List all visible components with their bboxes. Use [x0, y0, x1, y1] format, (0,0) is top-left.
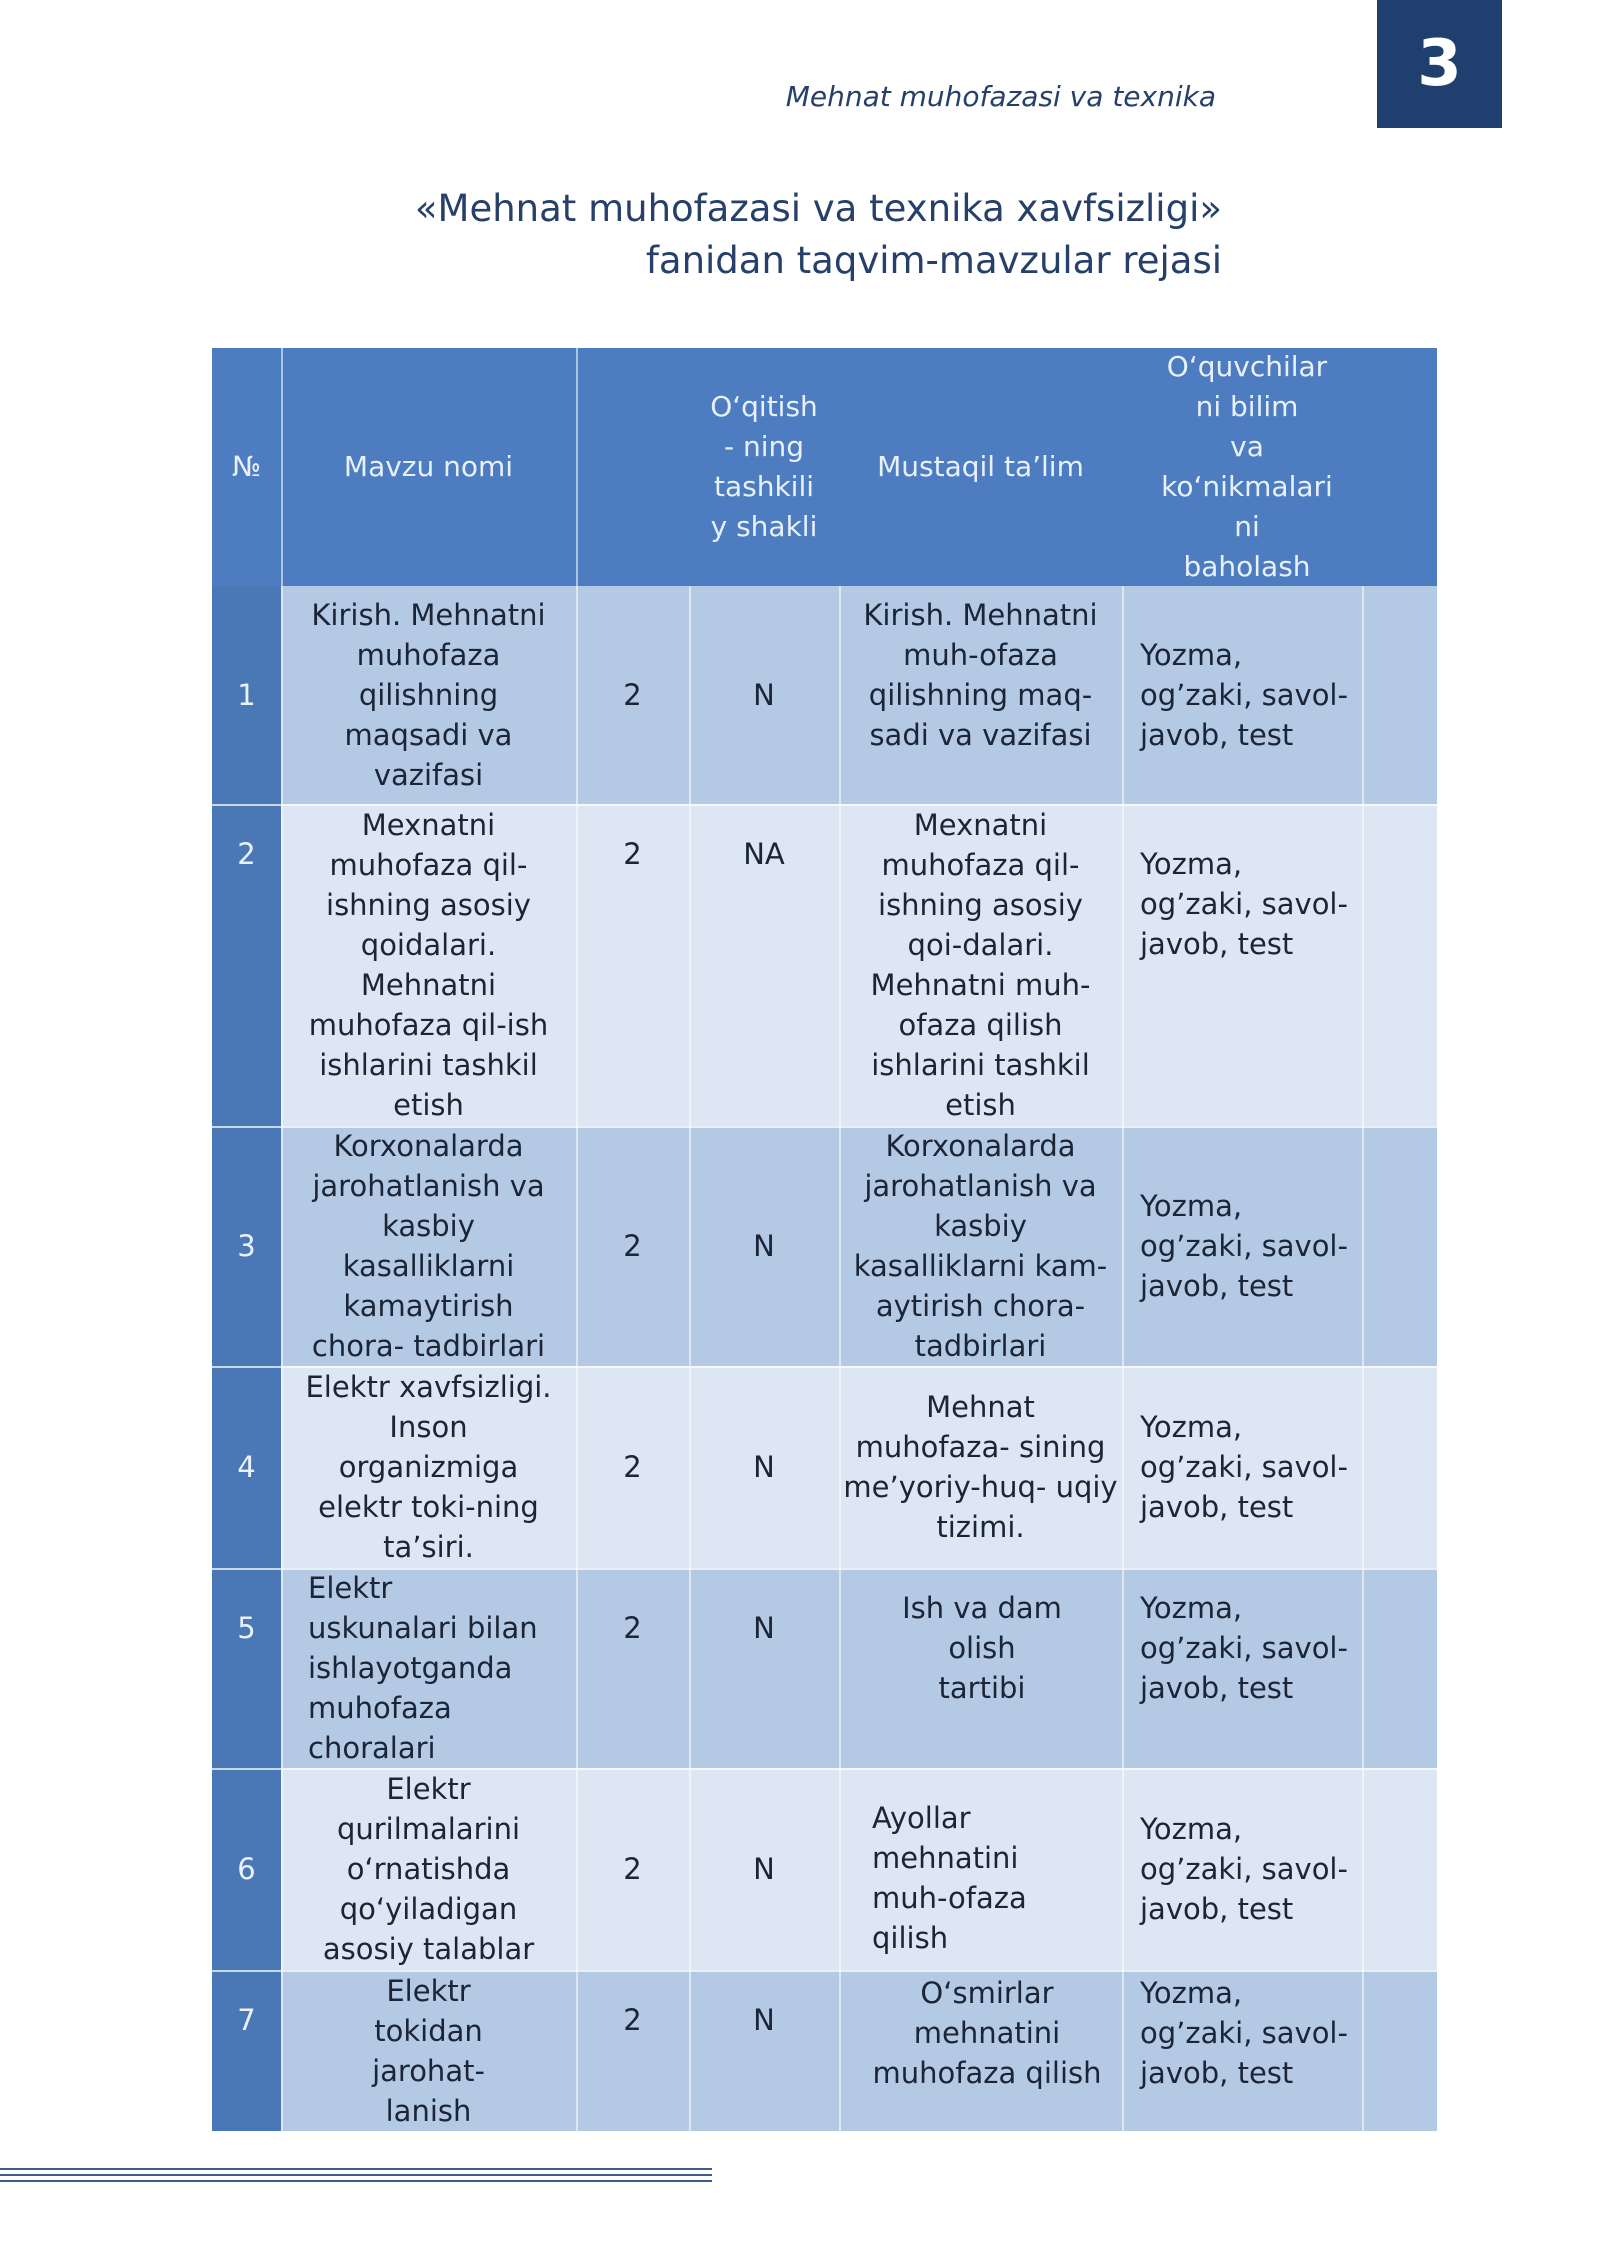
assessment-cell: Yozma, og’zaki, savol- javob, test — [1140, 1189, 1348, 1303]
column-divider — [1122, 586, 1124, 2131]
row-number: 3 — [237, 1229, 256, 1263]
form-cell: N — [753, 1852, 775, 1886]
topic-cell: Elektr qurilmalarini o‘rnatishda qo‘yiladigan asosiy talablar — [322, 1772, 535, 1966]
title-line-1: «Mehnat muhofazasi va texnika xavfsizligi» — [414, 187, 1222, 230]
assessment-cell: Yozma, og’zaki, savol- javob, test — [1140, 1410, 1348, 1524]
header-topic: Mavzu nomi — [343, 450, 514, 483]
self-study-cell: Mehnat muhofaza- sining me’yoriy-huq- uqiy tizimi. — [843, 1390, 1118, 1544]
page-number-badge: 3 — [1377, 0, 1502, 128]
row-number: 4 — [237, 1450, 256, 1484]
topic-cell: Elektr uskunalari bilan ishlayotganda muhofaza choralari — [308, 1571, 538, 1765]
topic-cell: Elektr xavfsizligi. Inson organizmiga elektr toki-ning ta’siri. — [305, 1370, 552, 1564]
hours-cell: 2 — [623, 837, 642, 871]
topic-cell: Mexnatni muhofaza qil- ishning asosiy qoidalari. Mehnatni muhofaza qil-ish ishlarini tashkil etish — [308, 808, 549, 1122]
topic-cell: Elektr tokidan jarohat- lanish — [372, 1973, 485, 2128]
assessment-cell: Yozma, og’zaki, savol- javob, test — [1140, 638, 1348, 752]
document-title — [300, 183, 1222, 287]
row-number: 6 — [237, 1852, 256, 1886]
row-number: 7 — [237, 2003, 256, 2037]
self-study-cell: O‘smirlar mehnatini muhofaza qilish — [872, 1975, 1102, 2090]
header-form: O‘qitish - ning tashkili y shakli — [710, 390, 818, 543]
table-header — [212, 348, 1437, 586]
header-number: № — [231, 450, 262, 483]
assessment-cell: Yozma, og’zaki, savol- javob, test — [1140, 847, 1348, 961]
hours-cell: 2 — [623, 1229, 642, 1263]
assessment-cell: Yozma, og’zaki, savol- javob, test — [1140, 1591, 1348, 1705]
assessment-cell: Yozma, og’zaki, savol- javob, test — [1140, 1975, 1348, 2090]
row-number: 5 — [237, 1611, 256, 1645]
self-study-cell: Ish va dam olish tartibi — [902, 1591, 1062, 1705]
header-self-study: Mustaqil ta’lim — [877, 450, 1084, 483]
form-cell: N — [753, 1450, 775, 1484]
hours-cell: 2 — [623, 678, 642, 712]
form-cell: N — [753, 678, 775, 712]
title-line-2: fanidan taqvim-mavzular rejasi — [645, 239, 1222, 282]
footer-rule — [0, 2168, 712, 2192]
hours-cell: 2 — [623, 1450, 642, 1484]
self-study-cell: Mexnatni muhofaza qil- ishning asosiy qoi-dalari. Mehnatni muh- ofaza qilish ishlarini tashkil etish — [870, 808, 1091, 1122]
row-number: 2 — [237, 837, 256, 871]
header-assessment: O‘quvchilar ni bilim va ko‘nikmalari ni baholash — [1161, 350, 1333, 583]
schedule-table — [212, 348, 1437, 2131]
self-study-cell: Korxonalarda jarohatlanish va kasbiy kasalliklarni kam- aytirish chora- tadbirlari — [853, 1129, 1108, 1363]
hours-cell: 2 — [623, 1852, 642, 1886]
self-study-cell: Ayollar mehnatini muh-ofaza qilish — [872, 1801, 1027, 1955]
topic-cell: Kirish. Mehnatni muhofaza qilishning maqsadi va vazifasi — [311, 598, 546, 792]
row-number: 1 — [237, 678, 256, 712]
running-head: Mehnat muhofazasi va texnika — [785, 80, 1216, 113]
form-cell: NA — [743, 837, 785, 871]
hours-cell: 2 — [623, 1611, 642, 1645]
assessment-cell: Yozma, og’zaki, savol- javob, test — [1140, 1812, 1348, 1926]
form-cell: N — [753, 1229, 775, 1263]
header-hours — [576, 348, 689, 586]
topic-cell: Korxonalarda jarohatlanish va kasbiy kasalliklarni kamaytirish chora- tadbirlari — [311, 1129, 546, 1363]
hours-cell: 2 — [623, 2003, 642, 2037]
form-cell: N — [753, 2003, 775, 2037]
form-cell: N — [753, 1611, 775, 1645]
self-study-cell: Kirish. Mehnatni muh-ofaza qilishning maq- sadi va vazifasi — [863, 598, 1098, 752]
